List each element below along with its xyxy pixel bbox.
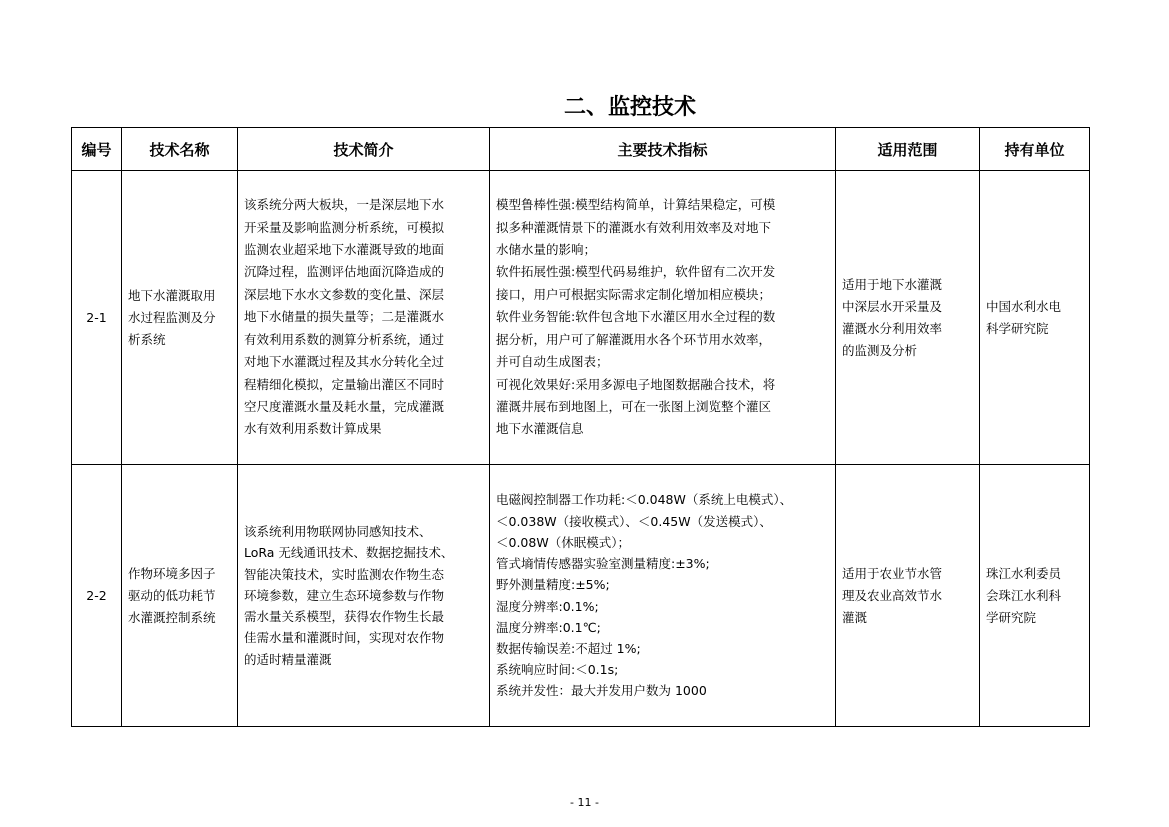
text-line: 驱动的低功耗节: [128, 587, 216, 603]
text-line: 地下水灌溉信息: [496, 421, 584, 437]
text-line: LoRa 无线通讯技术、数据挖掘技术、: [244, 545, 454, 561]
text-line: 智能决策技术，实时监测农作物生态: [244, 566, 445, 582]
tech-table: [71, 127, 1090, 727]
text-line: 佳需水量和灌溉时间，实现对农作物: [244, 630, 445, 646]
text-line: 理及农业高效节水: [842, 587, 943, 603]
text-line: 软件拓展性强:模型代码易维护，软件留有二次开发: [496, 264, 776, 280]
text-line: 水过程监测及分: [128, 309, 216, 325]
text-line: 水有效利用系数计算成果: [244, 421, 382, 437]
cell-no: 2-2: [72, 465, 122, 727]
text-line: 会珠江水利科: [986, 587, 1062, 603]
cell-owner: [980, 171, 1090, 465]
table-header-row: [72, 128, 1090, 171]
text-line: 适用于地下水灌溉: [842, 276, 943, 292]
text-line: 需水量关系模型，获得农作物生长最: [244, 609, 445, 625]
header-owner: 持有单位: [980, 128, 1090, 171]
text-line: 模型鲁棒性强:模型结构简单，计算结果稳定，可模: [496, 197, 776, 213]
text-line: 水储水量的影响；: [496, 242, 597, 258]
text-line: 灌溉井展布到地图上，可在一张图上浏览整个灌区: [496, 398, 772, 414]
cell-scope: [836, 171, 980, 465]
text-line: 析系统: [128, 331, 166, 347]
table-row: [72, 465, 1090, 727]
text-line: 作物环境多因子: [128, 565, 216, 581]
section-title: 二、监控技术: [563, 95, 696, 120]
text-line: ＜0.038W（接收模式）、＜0.45W（发送模式）、: [496, 513, 772, 529]
text-line: 程精细化模拟，定量输出灌区不同时: [244, 376, 445, 392]
cell-name: [122, 465, 238, 727]
text-line: 学研究院: [986, 609, 1037, 625]
text-line: 中国水利水电: [986, 298, 1062, 314]
text-line: 该系统分两大板块，一是深层地下水: [244, 197, 445, 213]
text-line: 软件业务智能:软件包含地下水灌区用水全过程的数: [496, 309, 776, 325]
text-line: 适用于农业节水管: [842, 565, 943, 581]
text-line: 中深层水开采量及: [842, 298, 943, 314]
cell-owner: [980, 465, 1090, 727]
text-line: 监测农业超采地下水灌溉导致的地面: [244, 242, 445, 258]
text-line: 对地下水灌溉过程及其水分转化全过: [244, 354, 445, 370]
text-line: 开采量及影响监测分析系统，可模拟: [244, 219, 445, 235]
text-line: 数据传输误差:不超过 1%;: [496, 640, 641, 656]
text-line: 管式墒情传感器实验室测量精度:±3%;: [496, 556, 710, 572]
text-line: 系统响应时间:＜0.1s;: [496, 662, 619, 678]
text-line: 拟多种灌溉情景下的灌溉水有效利用效率及对地下: [496, 219, 772, 235]
text-line: 有效利用系数的测算分析系统，通过: [244, 331, 445, 347]
text-line: 可视化效果好:采用多源电子地图数据融合技术，将: [496, 376, 776, 392]
cell-intro: [238, 465, 490, 727]
text-line: 地下水储量的损失量等；二是灌溉水: [244, 309, 445, 325]
text-line: 温度分辨率:0.1℃;: [496, 619, 601, 635]
cell-scope: [836, 465, 980, 727]
cell-no: 2-1: [72, 171, 122, 465]
cell-specs: [490, 465, 836, 727]
text-line: 科学研究院: [986, 320, 1049, 336]
text-line: 地下水灌溉取用: [128, 287, 216, 303]
cell-specs: [490, 171, 836, 465]
text-line: 灌溉水分利用效率: [842, 320, 943, 336]
text-line: 接口，用户可根据实际需求定制化增加相应模块；: [496, 286, 772, 302]
text-line: 沉降过程，监测评估地面沉降造成的: [244, 264, 445, 280]
text-line: 灌溉: [842, 609, 868, 625]
text-line: 空尺度灌溉水量及耗水量，完成灌溉: [244, 398, 445, 414]
text-line: 珠江水利委员: [986, 565, 1062, 581]
text-line: 环境参数，建立生态环境参数与作物: [244, 587, 445, 603]
header-scope: 适用范围: [836, 128, 980, 171]
text-line: 系统并发性：最大并发用户数为 1000: [496, 683, 707, 699]
text-line: 并可自动生成图表；: [496, 354, 609, 370]
header-no: 编号: [72, 128, 122, 171]
text-line: 野外测量精度:±5%;: [496, 577, 610, 593]
text-line: ＜0.08W（休眠模式）；: [496, 534, 630, 550]
text-line: 该系统利用物联网协同感知技术、: [244, 524, 432, 540]
text-line: 深层地下水水文参数的变化量、深层: [244, 286, 445, 302]
cell-name: [122, 171, 238, 465]
text-line: 水灌溉控制系统: [128, 609, 216, 625]
header-name: 技术名称: [122, 128, 238, 171]
table-row: [72, 171, 1090, 465]
text-line: 的监测及分析: [842, 342, 918, 358]
page-number: - 11 -: [570, 796, 599, 809]
cell-intro: [238, 171, 490, 465]
text-line: 湿度分辨率:0.1%;: [496, 598, 599, 614]
text-line: 据分析，用户可了解灌溉用水各个环节用水效率，: [496, 331, 772, 347]
text-line: 的适时精量灌溉: [244, 651, 332, 667]
header-specs: 主要技术指标: [490, 128, 836, 171]
header-intro: 技术简介: [238, 128, 490, 171]
text-line: 电磁阀控制器工作功耗:＜0.048W（系统上电模式）、: [496, 492, 793, 508]
